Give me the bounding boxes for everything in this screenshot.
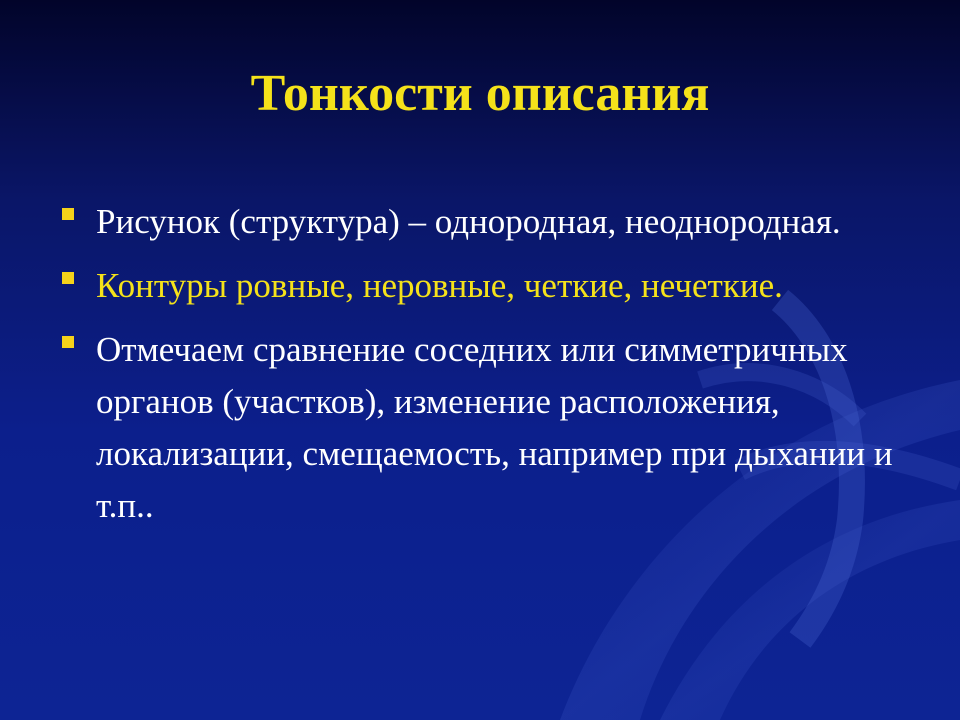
square-bullet-icon: [62, 272, 74, 284]
bullet-text: Отмечаем сравнение соседних или симметричных органов (участков), изменение расположения, локализации, смещаемость, например при дыхании и т.п..: [96, 330, 893, 525]
bullet-list: [58, 196, 918, 544]
bullet-item-contours: [58, 260, 918, 312]
slide-title: Тонкости описания: [250, 65, 710, 122]
square-bullet-icon: [62, 336, 74, 348]
square-bullet-icon: [62, 208, 74, 220]
bullet-item-pattern: [58, 196, 918, 248]
bullet-item-comparison: [58, 324, 918, 532]
bullet-text: Рисунок (структура) – однородная, неоднородная.: [96, 202, 841, 241]
bullet-text: Контуры ровные, неровные, четкие, нечеткие.: [96, 266, 783, 305]
